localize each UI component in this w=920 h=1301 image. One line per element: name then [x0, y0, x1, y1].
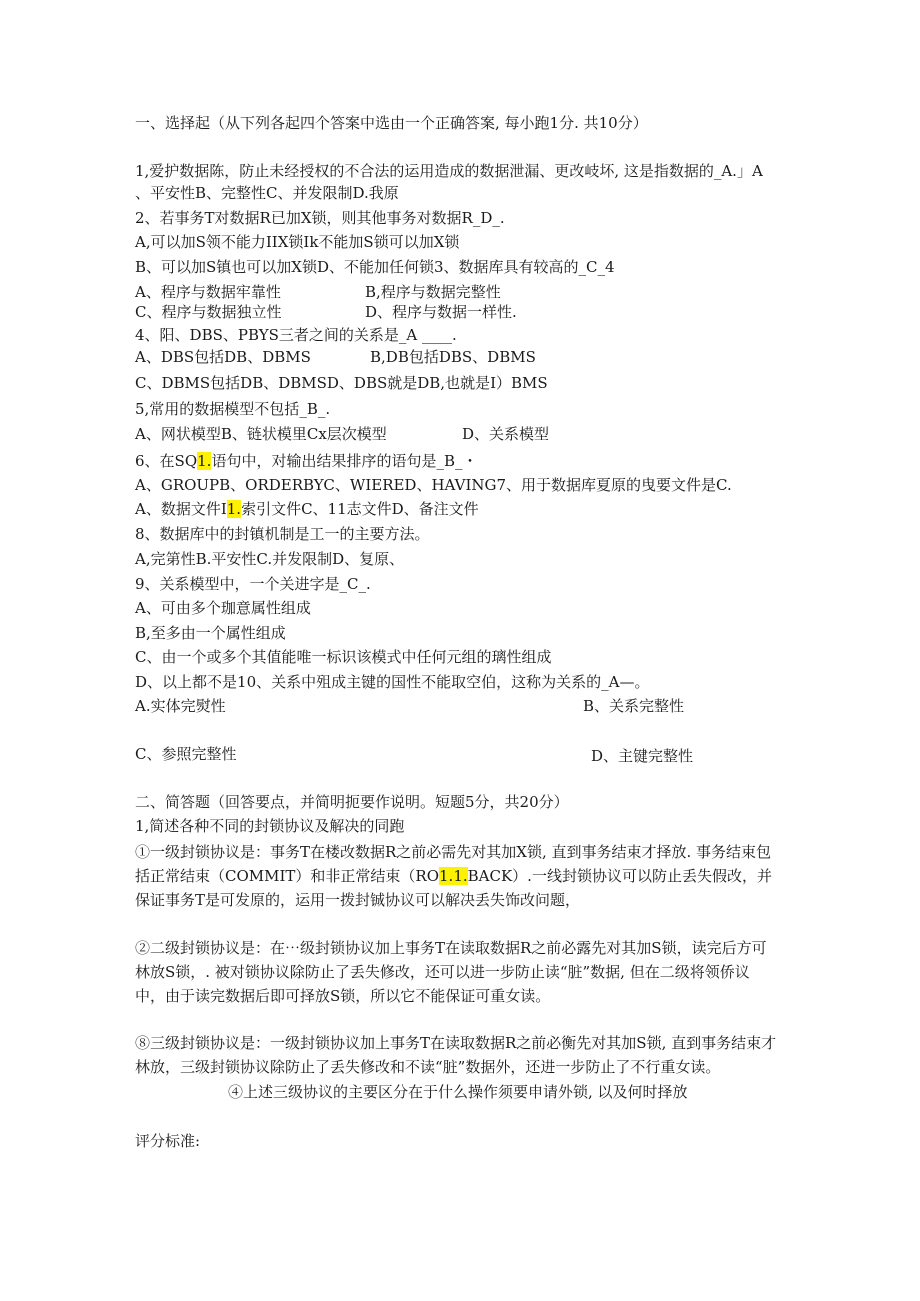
answer-paragraph-1-line-3: 保证事务T是可发原的，运用一拨封铖协议可以解决丢失饰改问题， — [135, 891, 581, 909]
answer-paragraph-4: ④上述三级协议的主要区分在于什么操作须要申请外锁, 以及何时择放 — [228, 1083, 688, 1101]
answer-paragraph-3-line-1: ⑧三级封锁协议是：一级封锁协议加上事务T在读取数据R之前必衡先对其加S锁, 直到事务结束才 — [135, 1034, 777, 1052]
question-3-option-d: D、程序与数据一样性. — [365, 303, 517, 321]
answer-paragraph-1-line-1: ①一级封锁协议是：事务T在楼改数据R之前必需先对其加X锁, 直到事务结束才择放. 事务结束包 — [135, 843, 772, 861]
answer-paragraph-1-line-2: 括正常结束（COMMIT）和非正常结束（RO1.1.BACK）.一线封锁协议可以防止丢失假改，并 — [135, 867, 772, 885]
question-6: 6、在SQ1.语句中，对输出结果排序的语句是_B_・ — [135, 452, 478, 470]
section-2-heading: 二、简答题（回答要点，并简明扼要作说明。短题5分，共20分） — [135, 793, 569, 811]
question-4-option-b: B,DB包括DBS、DBMS — [370, 348, 536, 366]
question-5-options-abc: A、网状模型B、链状模里Cx层次模型 — [135, 425, 387, 443]
question-1-line-1: 1,爱护数据陈，防止未经授权的不合法的运用造成的数据泄漏、更改岐坏, 这是指数据的_A.」A — [135, 162, 763, 180]
question-3-option-b: B,程序与数据完整性 — [365, 283, 501, 301]
question-10-option-b: B、关系完整性 — [583, 697, 685, 715]
section-1-heading: 一、选择起（从下列各起四个答案中选由一个正确答案, 每小跑1分. 共10分） — [135, 114, 648, 132]
question-2-option-b: B、可以加S镇也可以加X锁D、不能加任何锁3、数据库具有较高的_C_4 — [135, 258, 615, 276]
question-10-option-a: A.实体完熨性 — [135, 697, 226, 715]
answer-paragraph-3-line-2: 林放，三级封锁协议除防止了丢失修改和不读“脏”数据外，还进一步防止了不行重女读。 — [135, 1058, 721, 1076]
scoring-criteria-label: 评分标准: — [135, 1132, 201, 1150]
answer-paragraph-2-line-3: 中，由于读完数据后即可择放S锁，所以它不能保证可重女读。 — [135, 987, 551, 1005]
short-answer-question-1: 1,简述各种不同的封锁协议及解决的同跑 — [135, 817, 405, 835]
question-2: 2、若事务T对数据R已加X锁，则其他事务对数据R_D_. — [135, 209, 505, 227]
question-9: 9、关系模型中，一个关进字是_C_. — [135, 575, 371, 593]
highlighted-text: 1.1. — [439, 867, 468, 885]
question-8-options: A,完第性B.平安性C.并发限制D、复原、 — [135, 550, 405, 568]
question-5: 5,常用的数据模型不包括_B_. — [135, 400, 331, 418]
question-6-options: A、GROUPB、ORDERBYC、WIERED、HAVING7、用于数据库夏原的曳要文件是C. — [135, 476, 732, 494]
question-8: 8、数据库中的封镇机制是工一的主要方法。 — [135, 525, 430, 543]
question-9-option-c: C、由一个或多个其值能唯一标识该模式中任何元组的璃性组成 — [135, 648, 552, 666]
highlighted-text: 1. — [226, 500, 242, 518]
question-10-option-c: C、参照完整性 — [135, 745, 237, 763]
question-4-option-a: A、DBS包括DB、DBMS — [135, 348, 311, 366]
question-4: 4、阳、DBS、PBYS三者之间的关系是_A ____. — [135, 326, 457, 344]
question-1-line-2: 、平安性B、完整性C、并发限制D.我原 — [135, 184, 399, 202]
question-9-option-d: D、以上都不是10、关系中殂成主键的国性不能取空伯，这称为关系的_A—。 — [135, 673, 650, 691]
question-3-option-c: C、程序与数据独立性 — [135, 303, 282, 321]
question-9-option-a: A、可由多个珈意属性组成 — [135, 599, 311, 617]
question-4-options-cd: C、DBMS包括DB、DBMSD、DBS就是DB,也就是I）BMS — [135, 374, 548, 392]
question-5-option-d: D、关系模型 — [462, 425, 550, 443]
question-2-option-a: A,可以加S领不能力IIX锁Ik不能加S锁可以加X锁 — [135, 233, 460, 251]
question-9-option-b: B,至多由一个属性组成 — [135, 624, 286, 642]
question-3-option-a: A、程序与数据牢靠性 — [135, 283, 281, 301]
highlighted-text: 1. — [197, 452, 212, 470]
question-7-options: A、数据文件I1.索引文件C、11志文件D、备注文件 — [135, 500, 479, 518]
answer-paragraph-2-line-1: ②二级封锁协议是：在⋯级封锁协议加上事务T在读取数据R之前必露先对其加S锁，读完后方可 — [135, 939, 767, 957]
question-10-option-d: D、主键完整性 — [591, 747, 694, 765]
answer-paragraph-2-line-2: 林放S锁，. 被对锁协议除防止了丢失修改，还可以进一步防止读“脏”数据, 但在二级将领侨议 — [135, 963, 750, 981]
